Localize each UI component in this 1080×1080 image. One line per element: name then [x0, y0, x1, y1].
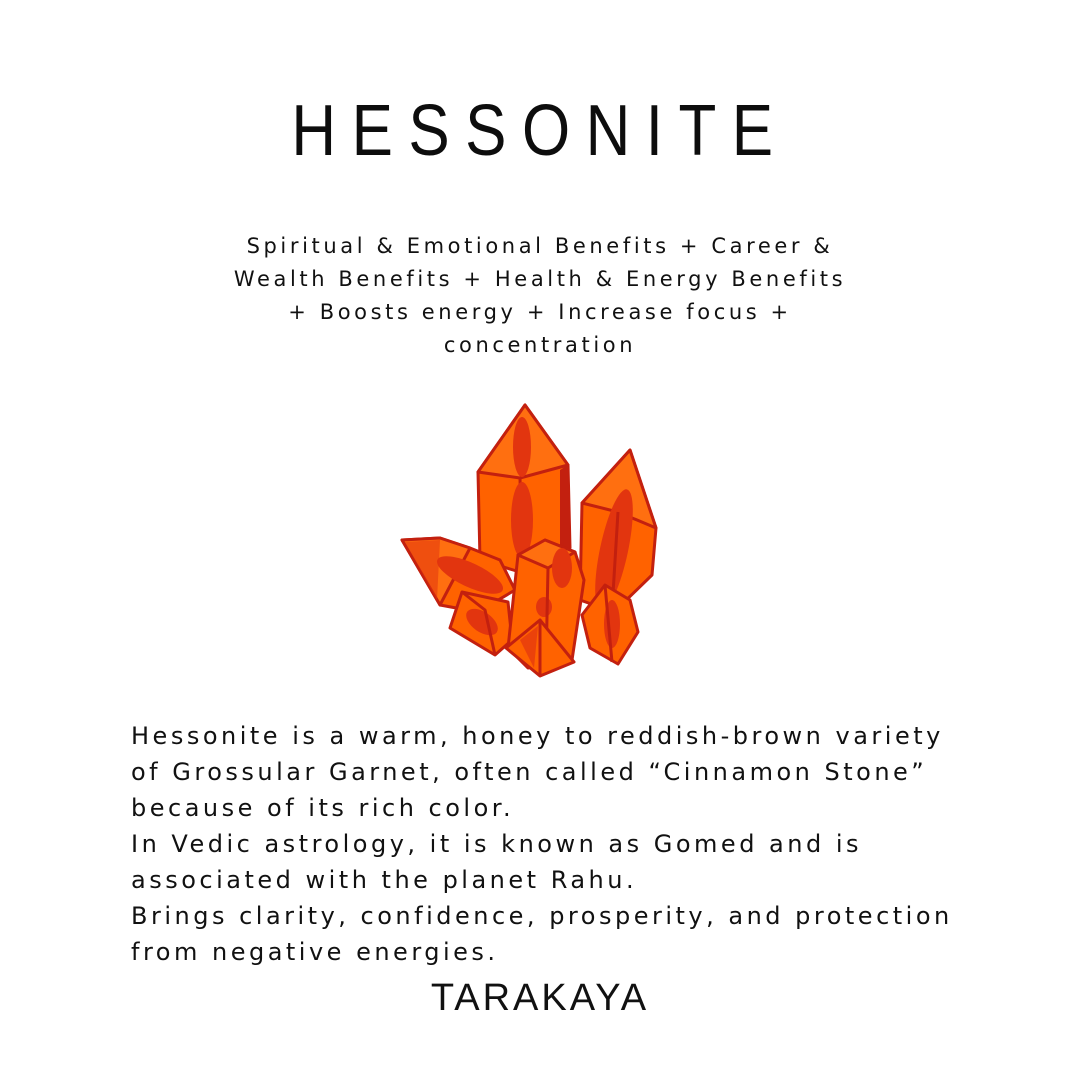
description-line: In Vedic astrology, it is known as Gomed and is: [131, 830, 863, 858]
description: [131, 718, 1011, 970]
subtitle-line: Wealth Benefits + Health & Energy Benefits: [233, 267, 847, 291]
description-line: associated with the planet Rahu.: [131, 866, 638, 894]
description-line: from negative energies.: [131, 938, 499, 966]
benefits-subtitle: [200, 230, 880, 362]
description-line: of Grossular Garnet, often called “Cinnamon Stone”: [131, 758, 928, 786]
description-line: because of its rich color.: [131, 794, 515, 822]
subtitle-line: concentration: [443, 333, 637, 357]
subtitle-line: Spiritual & Emotional Benefits + Career &: [246, 234, 834, 258]
page-title: HESSONITE: [291, 91, 789, 171]
subtitle-line: + Boosts energy + Increase focus +: [288, 300, 792, 324]
crystal-cluster-icon: [398, 402, 660, 678]
description-line: Brings clarity, confidence, prosperity, and protection: [131, 902, 953, 930]
description-line: Hessonite is a warm, honey to reddish-brown variety: [131, 722, 944, 750]
brand-name: TARAKAYA: [430, 977, 650, 1019]
